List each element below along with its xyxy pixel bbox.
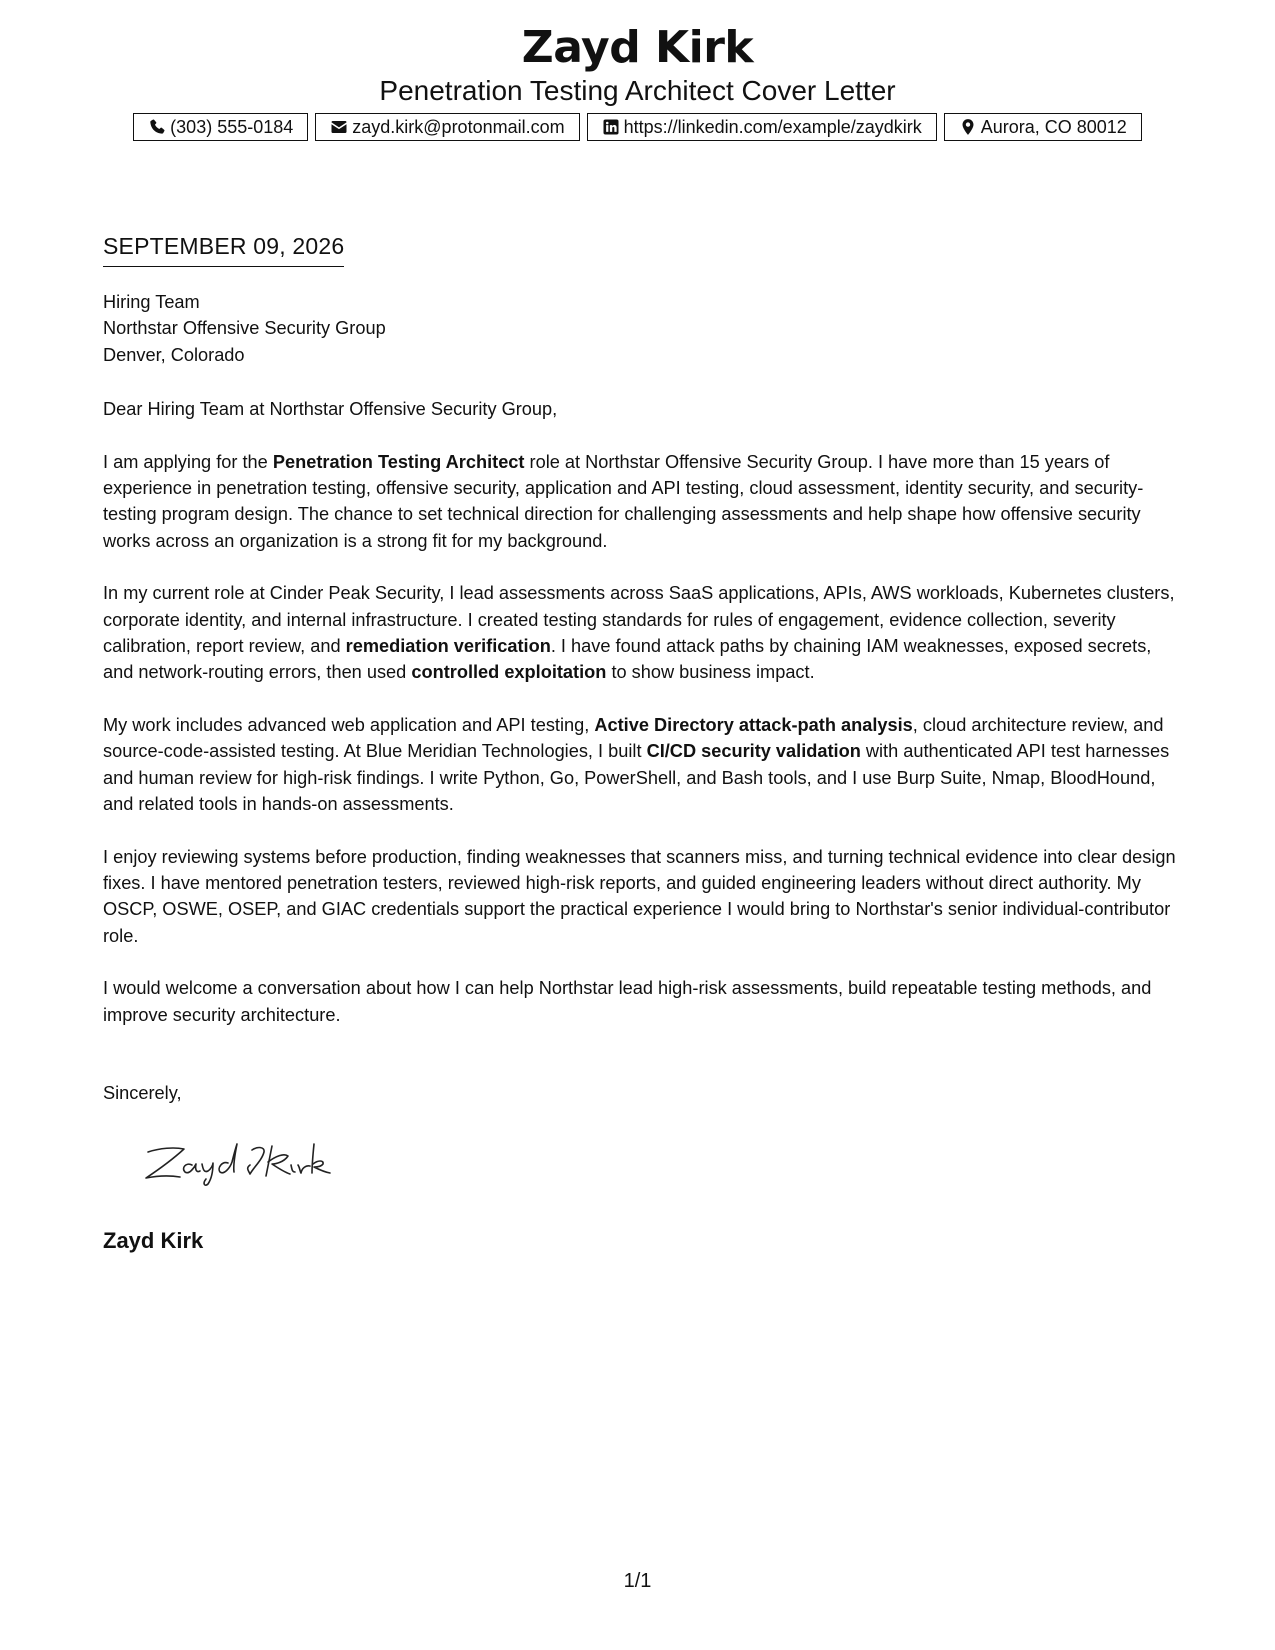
paragraph-text: My work includes advanced web application and API testing, [103,714,595,735]
salutation: Dear Hiring Team at Northstar Offensive Security Group, [103,399,558,420]
contact-bar [0,113,1275,141]
applicant-name: Zayd Kirk [521,22,754,73]
emphasis-text: Penetration Testing Architect [272,451,525,472]
letter-header [0,22,1275,108]
paragraph-text: with authenticated API test harnesses and human review for high-risk findings. I write Python, Go, PowerShell, and Bash tools, and I use Burp Suite, Nmap, BloodHound, and related tools in hands-on assessments. [103,741,1170,815]
emphasis-text: CI/CD security validation [646,741,861,762]
document-subtitle: Penetration Testing Architect Cover Letter [379,75,896,106]
handwritten-signature [140,1138,340,1188]
contact-linkedin[interactable] [587,113,937,141]
paragraph-text: I am applying for the [103,451,273,472]
phone-icon [148,118,166,136]
paragraph-text: In my current role at Cinder Peak Security, I lead assessments across SaaS applications, APIs, AWS workloads, Kubernetes clusters, corporate identity, and internal infrastructure. I created testing standards for rules of engagement, evidence collection, severity calibration, report review, and [103,583,1175,657]
paragraph-text: , cloud architecture review, and source-code-assisted testing. At Blue Meridian Technologies, I built [103,714,1164,762]
emphasis-text: controlled exploitation [411,662,607,683]
paragraph-1 [103,449,1178,555]
contact-email[interactable] [315,113,579,141]
recipient-line: Northstar Offensive Security Group [103,318,386,339]
envelope-icon [330,118,348,136]
recipient-block [103,289,1178,368]
contact-location[interactable] [944,113,1142,141]
letter-date: SEPTEMBER 09, 2026 [103,232,344,267]
paragraph-4: I enjoy reviewing systems before production, finding weaknesses that scanners miss, and turning technical evidence into clear design fixes. I have mentored penetration testers, reviewed high-risk reports, and guided engineering leaders without direct authority. My OSCP, OSWE, OSEP, and GIAC credentials support the practical experience I would bring to Northstar's senior individual-contributor role. [103,846,1176,946]
paragraph-text: to show business impact. [606,662,815,683]
signer-name: Zayd Kirk [103,1228,204,1253]
page-number: 1/1 [623,1570,652,1592]
paragraph-3 [103,712,1178,818]
map-pin-icon [959,118,977,136]
paragraph-2 [103,580,1178,686]
contact-email-text: zayd.kirk@protonmail.com [352,116,565,137]
paragraph-text: . I have found attack paths by chaining IAM weaknesses, exposed secrets, and network-routing errors, then used [103,636,1152,683]
closing: Sincerely, [103,1082,182,1103]
letter-body [103,289,1178,1106]
paragraph-text: role at Northstar Offensive Security Group. I have more than 15 years of experience in penetration testing, offensive security, application and API testing, cloud assessment, identity security, and security-testing program design. The chance to set technical direction for challenging assessments and help shape how offensive security works across an organization is a strong fit for my background. [103,451,1144,551]
contact-phone-text: (303) 555-0184 [170,116,294,137]
contact-location-text: Aurora, CO 80012 [980,116,1127,137]
paragraph-5: I would welcome a conversation about how I can help Northstar lead high-risk assessments, build repeatable testing methods, and improve security architecture. [103,978,1152,1025]
emphasis-text: remediation verification [345,636,551,657]
emphasis-text: Active Directory attack-path analysis [594,714,913,735]
linkedin-icon [602,118,620,136]
recipient-line: Hiring Team [103,292,200,312]
contact-linkedin-text: https://linkedin.com/example/zaydkirk [623,116,922,137]
recipient-line: Denver, Colorado [103,344,245,365]
contact-phone[interactable] [133,113,308,141]
